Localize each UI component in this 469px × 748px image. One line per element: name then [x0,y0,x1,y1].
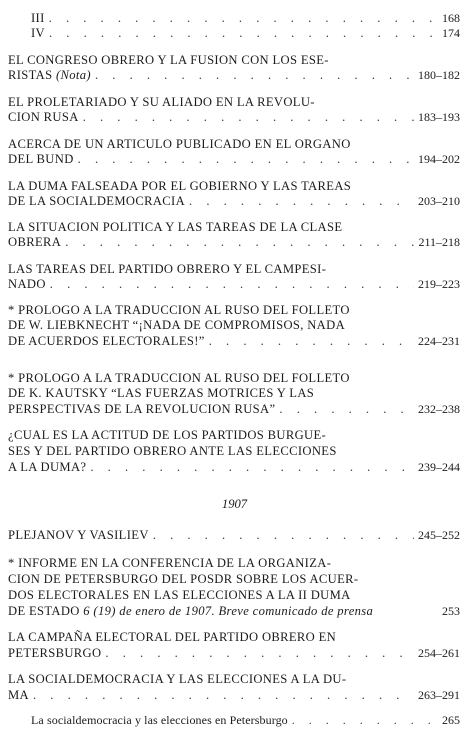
toc-page-number: 194–202 [418,152,460,166]
toc-page-number: 253 [442,604,460,618]
toc-page-number: 174 [442,26,460,40]
toc-entry-line [8,371,460,386]
toc-entry-title: * PROLOGO A LA TRADUCCION AL RUSO DEL FOLLETO [8,371,350,385]
toc-entry-title: EL CONGRESO OBRERO Y LA FUSION CON LOS ESE- [8,53,329,67]
toc-page-number: 232–238 [418,402,460,416]
toc-entry-title: La socialdemocracia y las elecciones en Petersburgo [31,713,288,727]
toc-page-number: 168 [442,11,460,25]
toc-entry [31,26,460,41]
toc-entry-line [8,95,460,110]
toc-page-number: 224–231 [418,334,460,348]
toc-entry-note: 6 (19) de enero de 1907. Breve comunicado de prensa [83,604,374,618]
dot-leader [292,713,438,728]
toc-entry-title: ¿CUAL ES LA ACTITUD DE LOS PARTIDOS BURGUE- [8,428,327,442]
toc-entry-line [8,588,460,603]
toc-entry [8,235,460,250]
toc-entry-line [8,572,460,587]
toc-entry-title: ACERCA DE UN ARTICULO PUBLICADO EN EL ORGANO [8,137,351,151]
toc-entry-title: LA SOCIALDEMOCRACIA Y LAS ELECCIONES A LA DU- [8,672,347,686]
toc-entry-title: A LA DUMA? [8,460,87,474]
dot-leader [83,110,414,125]
toc-entry-title: LAS TAREAS DEL PARTIDO OBRERO Y EL CAMPESI- [8,262,327,276]
year-heading: 1907 [221,497,248,511]
toc-entry [8,528,460,543]
toc-entry [31,11,460,26]
toc-entry [8,646,460,661]
toc-page-number: 263–291 [418,688,460,702]
dot-leader [153,528,414,543]
toc-entry-note: (Nota) [55,68,91,82]
toc-entry-title: RISTAS (Nota) [8,68,91,82]
toc-entry [8,110,460,125]
toc-entry-title: PERSPECTIVAS DE LA REVOLUCION RUSA” [8,402,276,416]
toc-entry-title: LA CAMPAÑA ELECTORAL DEL PARTIDO OBRERO EN [8,630,337,644]
toc-entry-title: SES Y DEL PARTIDO OBRERO ANTE LAS ELECCIONES [8,444,337,458]
toc-entry-line [8,318,460,333]
toc-entry [8,604,460,619]
dot-leader [33,688,414,703]
toc-entry [8,688,460,703]
dot-leader [90,460,414,475]
toc-entry-line [8,630,460,645]
toc-entry-title: OBRERA [8,235,62,249]
toc-page-number: 245–252 [418,528,460,542]
toc-page-number: 239–244 [418,460,460,474]
toc-page-number: 254–261 [418,646,460,660]
toc-entry-title: * PROLOGO A LA TRADUCCION AL RUSO DEL FOLLETO [8,303,350,317]
toc-entry-title: * INFORME EN LA CONFERENCIA DE LA ORGANIZA- [8,556,332,570]
toc-entry [8,460,460,475]
toc-entry [8,152,460,167]
toc-entry-line [8,53,460,68]
toc-page-number: 183–193 [418,110,460,124]
toc-entry-line [8,556,460,571]
toc-page-number: 265 [442,713,460,727]
toc-page-number: 180–182 [418,68,460,82]
toc-entry [8,68,460,83]
toc-entry [8,402,460,417]
toc-entry-line [8,137,460,152]
toc-entry-line [8,303,460,318]
toc-page-number: 211–218 [418,235,460,249]
toc-entry-line [8,672,460,687]
toc-entry-title: PLEJANOV Y VASILIEV [8,528,149,542]
toc-entry-line [8,179,460,194]
toc-page-number: 203–210 [418,194,460,208]
toc-entry-title: MA [8,688,29,702]
toc-entry-title: PETERSBURGO [8,646,102,660]
dot-leader [95,68,414,83]
toc-entry-line [8,386,460,401]
dot-leader [189,194,414,209]
dot-leader [50,277,414,292]
dot-leader [279,402,414,417]
toc-entry-title: DEL BUND [8,152,74,166]
toc-entry [8,334,460,349]
toc-entry-title: CION RUSA [8,110,79,124]
toc-entry-title: IV [31,26,45,40]
dot-leader [78,152,414,167]
toc-entry-title: DE ACUERDOS ELECTORALES!” [8,334,205,348]
toc-entry-title: DE ESTADO 6 (19) de enero de 1907. Breve comunicado de prensa [8,604,374,618]
toc-entry-title: LA DUMA FALSEADA POR EL GOBIERNO Y LAS TAREAS [8,179,352,193]
toc-entry-title: CION DE PETERSBURGO DEL POSDR SOBRE LOS ACUER- [8,572,359,586]
dot-leader [105,646,414,661]
toc-entry-title: DE K. KAUTSKY “LAS FUERZAS MOTRICES Y LAS [8,386,315,400]
toc-entry-title: NADO [8,277,46,291]
toc-entry-title: III [31,11,45,25]
toc-subentry [31,713,460,728]
toc-entry [8,277,460,292]
dot-leader [49,26,438,41]
toc-entry-line [8,444,460,459]
toc-entry-title: DE W. LIEBKNECHT “¡NADA DE COMPROMISOS, NADA [8,318,346,332]
toc-page-number: 219–223 [418,277,460,291]
toc-entry-title: DOS ELECTORALES EN LAS ELECCIONES A LA II DUMA [8,588,351,602]
dot-leader [49,11,438,26]
toc-entry-title: EL PROLETARIADO Y SU ALIADO EN LA REVOLU- [8,95,315,109]
toc-entry-line [8,220,460,235]
toc-entry [8,194,460,209]
toc-entry-line [8,428,460,443]
toc-entry-line [8,262,460,277]
toc-entry-title: LA SITUACION POLITICA Y LAS TAREAS DE LA CLASE [8,220,343,234]
toc-entry-title: DE LA SOCIALDEMOCRACIA [8,194,186,208]
dot-leader [209,334,414,349]
dot-leader [65,235,414,250]
